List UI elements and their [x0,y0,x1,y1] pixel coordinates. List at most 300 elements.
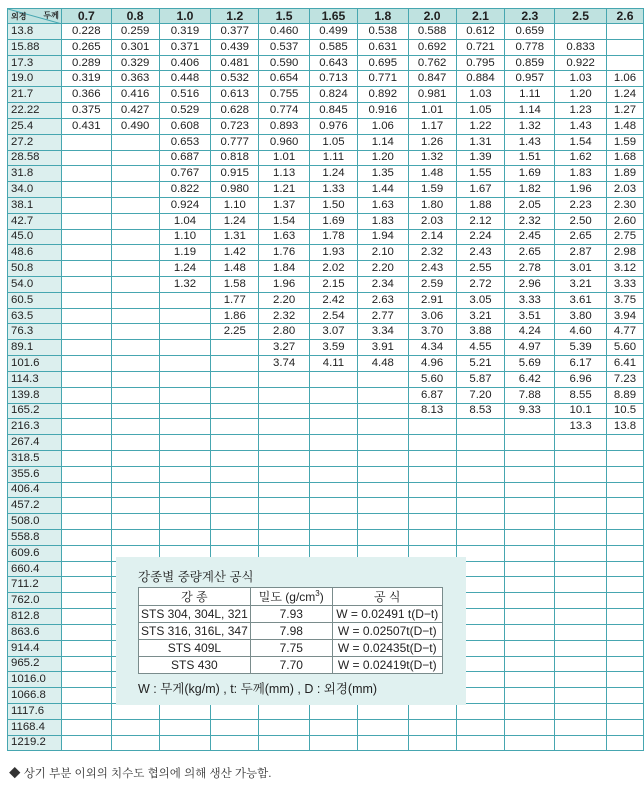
weight-cell [310,719,358,735]
weight-cell: 1.22 [456,118,505,134]
weight-cell: 1.69 [310,213,358,229]
weight-cell: 0.228 [61,24,111,40]
outer-diameter-label: 외경 [11,12,27,21]
weight-cell: 2.25 [211,324,259,340]
weight-cell [111,292,159,308]
weight-cell: 0.329 [111,55,159,71]
weight-cell: 0.980 [211,182,259,198]
weight-cell: 1.35 [357,166,408,182]
weight-cell [159,482,211,498]
weight-cell [159,514,211,530]
weight-cell: 5.39 [555,340,607,356]
formula-row [139,640,443,657]
weight-cell [259,719,310,735]
outer-diameter-cell: 89.1 [8,340,62,356]
table-row [8,403,644,419]
weight-cell: 1.10 [211,197,259,213]
weight-cell: 1.13 [259,166,310,182]
weight-cell [111,197,159,213]
weight-cell: 1.63 [259,229,310,245]
outer-diameter-cell: 508.0 [8,514,62,530]
table-row [8,719,644,735]
header-row [8,9,644,24]
weight-cell: 1.06 [357,118,408,134]
weight-cell: 0.767 [159,166,211,182]
weight-cell: 8.53 [456,403,505,419]
weight-cell: 2.72 [456,277,505,293]
weight-cell [61,466,111,482]
weight-cell [111,435,159,451]
weight-cell [310,387,358,403]
thickness-header: 0.8 [111,9,159,24]
weight-cell: 1.17 [408,118,456,134]
weight-cell [456,514,505,530]
weight-cell: 1.05 [456,103,505,119]
weight-cell [505,450,555,466]
weight-cell [61,624,111,640]
weight-cell [310,514,358,530]
weight-cell [408,719,456,735]
outer-diameter-cell: 28.58 [8,150,62,166]
weight-cell: 1.76 [259,245,310,261]
weight-cell [408,498,456,514]
table-row [8,103,644,119]
weight-cell: 1.26 [408,134,456,150]
weight-cell: 10.1 [555,403,607,419]
weight-cell: 1.69 [505,166,555,182]
weight-cell: 1.80 [408,197,456,213]
weight-cell [159,292,211,308]
weight-cell: 4.48 [357,356,408,372]
formula-table [138,587,443,674]
table-row [8,340,644,356]
weight-cell: 1.59 [408,182,456,198]
weight-cell [310,450,358,466]
weight-cell [111,514,159,530]
weight-cell [456,735,505,751]
weight-cell: 1.23 [555,103,607,119]
weight-cell [607,672,644,688]
outer-diameter-cell: 114.3 [8,371,62,387]
table-row [8,118,644,134]
weight-cell [259,703,310,719]
weight-cell [61,197,111,213]
weight-cell [61,387,111,403]
weight-cell [607,609,644,625]
weight-cell [555,656,607,672]
weight-cell [61,545,111,561]
weight-cell: 1.32 [505,118,555,134]
weight-cell: 0.585 [310,39,358,55]
weight-cell: 0.538 [357,24,408,40]
outer-diameter-cell: 267.4 [8,435,62,451]
weight-cell [211,514,259,530]
weight-cell [61,150,111,166]
weight-cell [357,387,408,403]
weight-cell [505,593,555,609]
outer-diameter-cell: 406.4 [8,482,62,498]
weight-cell: 2.32 [505,213,555,229]
formula-header-row [139,588,443,606]
weight-cell: 2.59 [408,277,456,293]
weight-cell: 2.78 [505,261,555,277]
weight-cell: 3.94 [607,308,644,324]
weight-cell [61,498,111,514]
weight-cell: 0.833 [555,39,607,55]
weight-cell: 1.77 [211,292,259,308]
thickness-header: 2.5 [555,9,607,24]
outer-diameter-cell: 216.3 [8,419,62,435]
weight-cell: 1.63 [357,197,408,213]
weight-cell [211,356,259,372]
weight-cell [357,419,408,435]
weight-cell: 1.32 [408,150,456,166]
weight-cell [357,371,408,387]
outer-diameter-cell: 863.6 [8,624,62,640]
formula-header: 공 식 [332,588,442,606]
weight-cell: 0.916 [357,103,408,119]
weight-cell: 0.845 [310,103,358,119]
weight-cell [505,656,555,672]
weight-cell [61,609,111,625]
weight-cell [456,703,505,719]
weight-cell: 2.77 [357,308,408,324]
weight-cell: 5.87 [456,371,505,387]
weight-cell: 0.822 [159,182,211,198]
weight-cell [61,166,111,182]
weight-cell [111,261,159,277]
weight-cell: 1.24 [211,213,259,229]
weight-cell [456,482,505,498]
weight-cell: 1.33 [310,182,358,198]
weight-cell: 2.30 [607,197,644,213]
weight-cell: 0.777 [211,134,259,150]
weight-cell [456,450,505,466]
weight-cell [505,688,555,704]
weight-cell: 0.957 [505,71,555,87]
weight-cell [211,530,259,546]
outer-diameter-cell: 21.7 [8,87,62,103]
thickness-header: 2.1 [456,9,505,24]
weight-cell: 0.588 [408,24,456,40]
weight-cell [408,482,456,498]
outer-diameter-cell: 1168.4 [8,719,62,735]
weight-cell: 1.04 [159,213,211,229]
table-row [8,71,644,87]
weight-cell: 1.50 [310,197,358,213]
weight-cell [61,340,111,356]
weight-cell [111,703,159,719]
weight-cell [111,450,159,466]
weight-cell [61,450,111,466]
weight-cell [111,324,159,340]
weight-cell: 1.14 [357,134,408,150]
weight-cell: 1.31 [456,134,505,150]
outer-diameter-cell: 660.4 [8,561,62,577]
weight-cell: 0.289 [61,55,111,71]
weight-cell [159,419,211,435]
weight-cell: 9.33 [505,403,555,419]
weight-cell [555,466,607,482]
weight-cell: 0.613 [211,87,259,103]
table-row [8,371,644,387]
outer-diameter-cell: 318.5 [8,450,62,466]
weight-cell: 3.70 [408,324,456,340]
weight-cell: 1.11 [310,150,358,166]
weight-cell: 0.795 [456,55,505,71]
weight-cell: 0.653 [159,134,211,150]
table-row [8,292,644,308]
weight-cell: 1.20 [357,150,408,166]
weight-cell: 2.80 [259,324,310,340]
weight-cell [111,134,159,150]
outer-diameter-cell: 34.0 [8,182,62,198]
weight-cell: 0.377 [211,24,259,40]
weight-cell: 1.59 [607,134,644,150]
weight-cell: 1.03 [555,71,607,87]
weight-cell [408,514,456,530]
weight-cell [211,719,259,735]
weight-cell: 1.42 [211,245,259,261]
density-cell: 7.70 [250,657,332,674]
weight-cell [505,498,555,514]
weight-cell [555,514,607,530]
weight-cell [111,150,159,166]
weight-cell: 0.762 [408,55,456,71]
weight-cell [111,277,159,293]
formula-cell: W = 0.02491 t(D−t) [332,606,442,623]
weight-cell: 1.24 [159,261,211,277]
weight-cell: 0.375 [61,103,111,119]
weight-cell [61,530,111,546]
weight-cell: 3.06 [408,308,456,324]
weight-cell: 0.687 [159,150,211,166]
outer-diameter-cell: 63.5 [8,308,62,324]
weight-cell: 1.88 [456,197,505,213]
table-row [8,703,644,719]
weight-cell: 3.33 [607,277,644,293]
weight-cell: 0.692 [408,39,456,55]
weight-cell [555,482,607,498]
footnote: ◆ 상기 부분 이외의 치수도 협의에 의해 생산 가능함. [9,768,272,780]
weight-cell [357,403,408,419]
outer-diameter-cell: 25.4 [8,118,62,134]
weight-cell [61,672,111,688]
weight-cell: 1.31 [211,229,259,245]
weight-cell: 1.19 [159,245,211,261]
weight-cell [61,403,111,419]
weight-cell [555,24,607,40]
density-cell: 7.93 [250,606,332,623]
weight-cell: 2.54 [310,308,358,324]
weight-cell: 13.3 [555,419,607,435]
weight-cell: 6.41 [607,356,644,372]
weight-cell: 2.34 [357,277,408,293]
weight-cell [259,387,310,403]
weight-cell: 4.24 [505,324,555,340]
weight-cell: 3.61 [555,292,607,308]
weight-cell [456,530,505,546]
weight-cell [310,703,358,719]
weight-cell [555,719,607,735]
weight-cell: 0.481 [211,55,259,71]
weight-cell: 3.01 [555,261,607,277]
weight-cell: 0.612 [456,24,505,40]
weight-cell [555,450,607,466]
weight-cell [607,624,644,640]
weight-cell [111,356,159,372]
weight-cell [607,735,644,751]
weight-cell [61,719,111,735]
weight-cell [555,498,607,514]
thickness-header: 1.8 [357,9,408,24]
corner-cell [8,9,62,24]
outer-diameter-cell: 812.8 [8,609,62,625]
weight-cell: 2.87 [555,245,607,261]
weight-cell: 0.590 [259,55,310,71]
weight-cell [111,229,159,245]
weight-cell [111,403,159,419]
weight-cell [111,308,159,324]
weight-cell [159,435,211,451]
weight-cell [310,435,358,451]
weight-cell: 0.859 [505,55,555,71]
weight-cell: 1.06 [607,71,644,87]
outer-diameter-cell: 1219.2 [8,735,62,751]
weight-cell: 2.02 [310,261,358,277]
weight-cell [61,356,111,372]
formula-cell: W = 0.02419t(D−t) [332,657,442,674]
weight-cell [159,703,211,719]
weight-cell: 1.83 [555,166,607,182]
weight-cell: 0.695 [357,55,408,71]
outer-diameter-cell: 45.0 [8,229,62,245]
weight-cell [555,672,607,688]
weight-cell [111,419,159,435]
weight-cell: 5.69 [505,356,555,372]
weight-cell: 6.17 [555,356,607,372]
weight-cell [61,688,111,704]
table-row [8,55,644,71]
weight-cell [211,703,259,719]
weight-cell [607,577,644,593]
weight-cell [505,419,555,435]
weight-cell: 2.43 [456,245,505,261]
outer-diameter-cell: 762.0 [8,593,62,609]
weight-cell: 2.20 [259,292,310,308]
weight-cell: 0.532 [211,71,259,87]
table-row [8,466,644,482]
weight-cell [310,735,358,751]
weight-cell: 2.65 [555,229,607,245]
weight-cell [61,577,111,593]
weight-cell: 1.96 [259,277,310,293]
weight-cell [211,435,259,451]
weight-cell [505,719,555,735]
weight-cell [111,245,159,261]
weight-cell [159,735,211,751]
weight-cell: 2.03 [607,182,644,198]
weight-cell: 3.59 [310,340,358,356]
table-row [8,245,644,261]
weight-cell: 1.96 [555,182,607,198]
weight-cell [607,593,644,609]
weight-cell [310,371,358,387]
weight-cell [456,419,505,435]
grade-header: 강 종 [139,588,251,606]
weight-cell [357,530,408,546]
weight-cell: 2.24 [456,229,505,245]
weight-cell: 3.88 [456,324,505,340]
weight-cell: 0.301 [111,39,159,55]
weight-cell [61,371,111,387]
weight-cell: 4.96 [408,356,456,372]
weight-cell: 1.03 [456,87,505,103]
weight-cell: 13.8 [607,419,644,435]
weight-cell: 4.77 [607,324,644,340]
weight-cell [159,403,211,419]
weight-cell: 0.643 [310,55,358,71]
weight-cell [159,466,211,482]
weight-cell: 8.55 [555,387,607,403]
formula-row [139,606,443,623]
outer-diameter-cell: 355.6 [8,466,62,482]
weight-cell: 3.75 [607,292,644,308]
formula-row [139,657,443,674]
weight-cell: 0.363 [111,71,159,87]
weight-cell [555,609,607,625]
weight-cell: 0.371 [159,39,211,55]
table-row [8,308,644,324]
weight-cell: 0.847 [408,71,456,87]
weight-cell: 1.54 [555,134,607,150]
weight-cell [505,703,555,719]
weight-cell [111,182,159,198]
weight-cell [159,719,211,735]
outer-diameter-cell: 914.4 [8,640,62,656]
table-row [8,261,644,277]
weight-cell: 2.42 [310,292,358,308]
weight-cell [111,482,159,498]
weight-cell: 0.448 [159,71,211,87]
outer-diameter-cell: 139.8 [8,387,62,403]
weight-cell [61,593,111,609]
weight-cell: 0.537 [259,39,310,55]
weight-cell: 3.21 [555,277,607,293]
weight-cell [159,324,211,340]
weight-cell [555,545,607,561]
weight-cell: 2.10 [357,245,408,261]
weight-cell [159,340,211,356]
outer-diameter-cell: 15.88 [8,39,62,55]
table-row [8,419,644,435]
thickness-label: 두께 [43,11,59,20]
table-row [8,435,644,451]
weight-cell [310,466,358,482]
weight-cell: 3.27 [259,340,310,356]
weight-cell: 1.58 [211,277,259,293]
weight-cell: 0.265 [61,39,111,55]
weight-cell: 1.67 [456,182,505,198]
weight-cell: 1.24 [310,166,358,182]
weight-cell [408,466,456,482]
weight-formula-box [116,557,466,705]
weight-cell: 6.96 [555,371,607,387]
weight-cell: 2.43 [408,261,456,277]
weight-cell: 2.55 [456,261,505,277]
outer-diameter-cell: 101.6 [8,356,62,372]
weight-cell: 0.976 [310,118,358,134]
